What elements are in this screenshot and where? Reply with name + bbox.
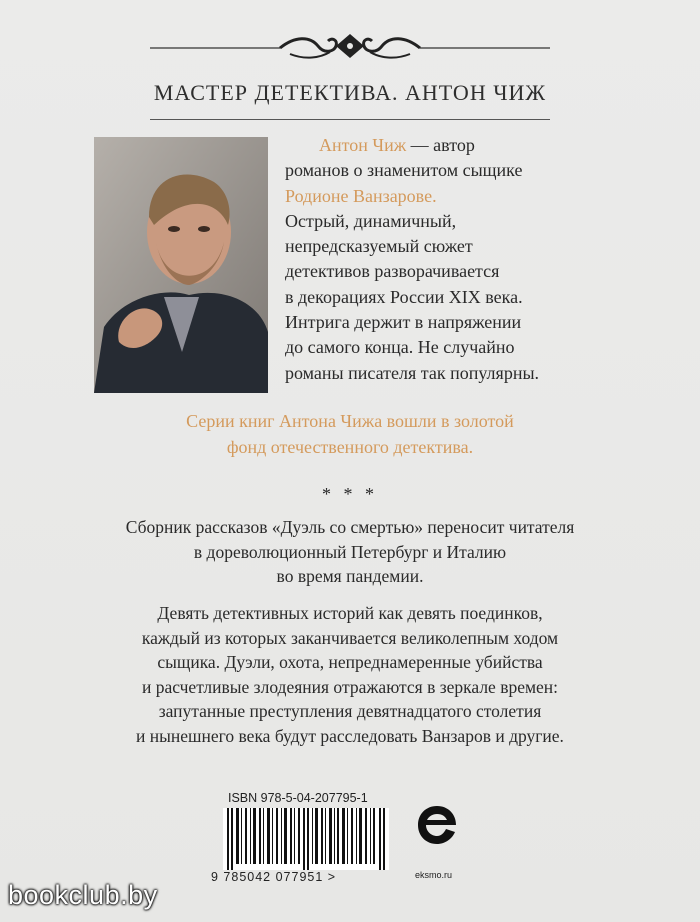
bio-line: до самого конца. Не случайно: [285, 337, 515, 358]
bio-highlight-line: Серии книг Антона Чижа вошли в золотой: [186, 411, 514, 431]
author-name: Антон Чиж: [319, 135, 407, 155]
bio-line: Интрига держит в напряжении: [285, 312, 522, 333]
blurb-line: каждый из которых заканчивается великолепным ходом: [141, 627, 559, 648]
bio-line: детективов разворачивается: [285, 261, 500, 282]
author-photo: [94, 137, 268, 393]
bio-line: романов о знаменитом сыщике: [285, 160, 523, 181]
blurb-line: в дореволюционный Петербург и Италию: [193, 541, 507, 562]
bio-line: романы писателя так популярны.: [285, 362, 540, 383]
blurb-line: сыщика. Дуэли, охота, непреднамеренные убийства: [157, 652, 543, 672]
bio-highlight: [80, 409, 620, 460]
isbn-barcode: [203, 791, 393, 887]
author-bio: [285, 133, 605, 386]
blurb-line: и расчетливые злодеяния отражаются в зеркале времен:: [141, 676, 559, 697]
blurb-line: Сборник рассказов «Дуэль со смертью» переносит читателя: [125, 517, 575, 537]
bio-line: в декорациях России XIX века.: [285, 286, 523, 307]
hero-name: Родионе Ванзарове.: [285, 185, 437, 206]
bio-line: — автор: [406, 135, 475, 155]
blurb-paragraph-2: [60, 601, 640, 748]
eksmo-logo-icon: [414, 802, 460, 848]
isbn-label: ISBN 978-5-04-207795-1: [228, 791, 368, 805]
blurb-line: Девять детективных историй как девять поединков,: [157, 603, 543, 623]
bio-highlight-line: фонд отечественного детектива.: [226, 436, 474, 457]
separator: * * *: [322, 484, 378, 504]
title-rule: [150, 119, 550, 120]
barcode-digits: 9 785042 077951 >: [211, 870, 337, 884]
barcode-icon: [223, 808, 389, 870]
bio-line: Острый, динамичный,: [285, 210, 457, 231]
bio-line: непредсказуемый сюжет: [285, 236, 473, 257]
blurb-line: запутанные преступления девятнадцатого столетия: [158, 701, 542, 721]
series-title: МАСТЕР ДЕТЕКТИВА. АНТОН ЧИЖ: [153, 80, 547, 105]
ornament-icon: [150, 28, 550, 68]
publisher-site: eksmo.ru: [415, 870, 453, 880]
blurb-line: во время пандемии.: [276, 566, 424, 586]
watermark: bookclub.by: [8, 880, 158, 910]
blurb-paragraph-1: [60, 515, 640, 589]
blurb-line: и нынешнего века будут расследовать Ванзаров и другие.: [136, 725, 564, 746]
